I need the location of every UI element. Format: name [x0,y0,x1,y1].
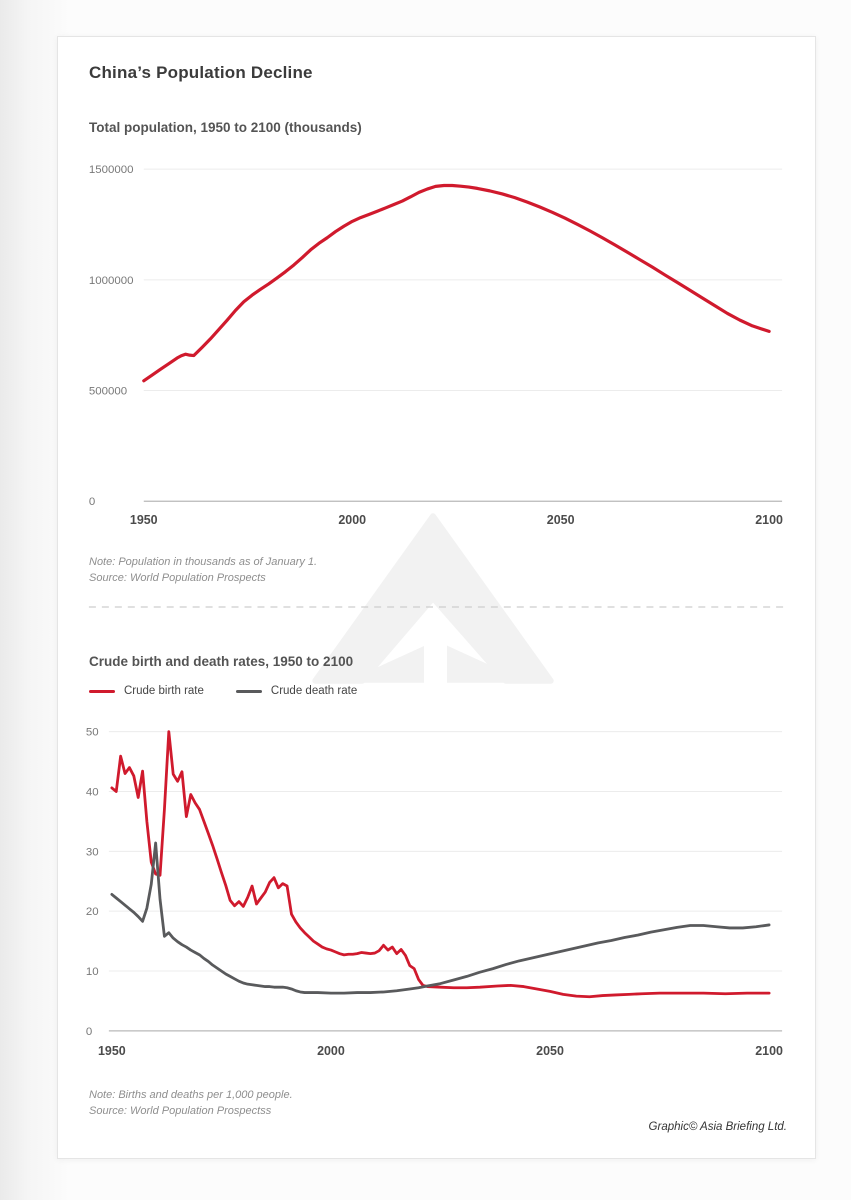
x-tick-label: 2050 [536,1043,564,1058]
legend-item-birth-rate [89,685,204,697]
graphic-credit: Graphic© Asia Briefing Ltd. [648,1121,787,1133]
y-tick-label: 1500000 [88,164,134,177]
x-tick-label: 2000 [317,1043,345,1058]
rates-source: Source: World Population Prospectss [89,1105,272,1117]
rates-chart [86,727,783,1058]
y-tick-label: 20 [85,906,99,919]
rates-chart-notes [89,1087,293,1119]
series-line-crude-birth-rate [112,732,769,997]
birth-rate-swatch-icon [89,690,115,693]
x-tick-label: 2000 [338,513,367,528]
x-tick-label: 1950 [97,1043,126,1058]
x-tick-label: 2050 [546,513,575,528]
rates-note: Note: Births and deaths per 1,000 people. [89,1089,293,1101]
population-chart [89,164,783,527]
charts-canvas [58,37,815,1158]
legend-item-death-rate [236,685,357,697]
page-title: China’s Population Decline [89,63,313,82]
series-line-total-population [144,185,769,380]
y-tick-label: 40 [85,786,99,799]
y-tick-label: 10 [85,966,99,979]
population-note: Note: Population in thousands as of January 1. [89,556,318,568]
y-tick-label: 0 [88,496,96,509]
y-tick-label: 500000 [88,385,128,398]
rates-legend [89,685,357,697]
death-rate-swatch-icon [236,690,262,693]
birth-rate-label: Crude birth rate [124,685,204,697]
infographic-card [57,36,816,1159]
x-tick-label: 2100 [755,1043,783,1058]
y-tick-label: 1000000 [88,274,134,287]
population-source: Source: World Population Prospects [89,572,266,584]
y-tick-label: 50 [85,726,99,739]
x-tick-label: 1950 [129,513,158,528]
death-rate-label: Crude death rate [270,685,358,697]
y-tick-label: 0 [85,1025,93,1038]
population-chart-notes [89,554,317,586]
rates-chart-title: Crude birth and death rates, 1950 to 2100 [89,654,354,669]
x-tick-label: 2100 [755,513,783,528]
y-tick-label: 30 [85,846,99,859]
population-chart-title: Total population, 1950 to 2100 (thousands) [89,120,362,135]
